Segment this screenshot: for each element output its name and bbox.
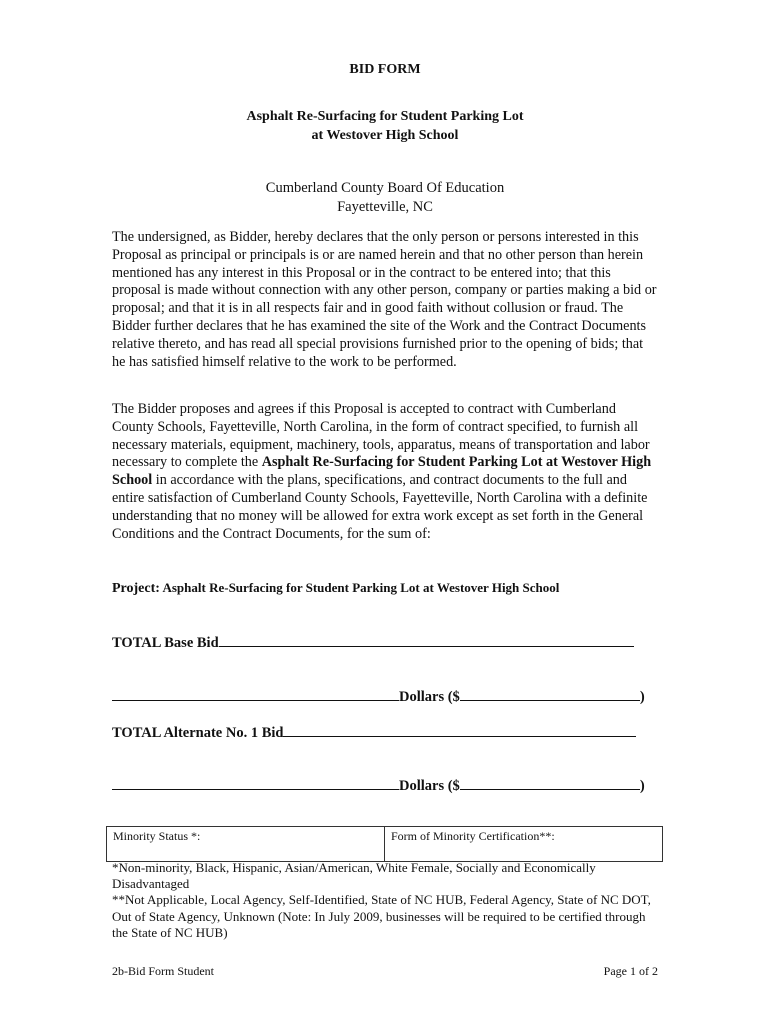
project-line xyxy=(112,580,559,597)
base-bid-dollars-label: Dollars ($ xyxy=(399,689,460,705)
proposal-paragraph xyxy=(112,401,660,543)
minority-status-cell[interactable] xyxy=(107,827,385,862)
total-base-bid-blank[interactable] xyxy=(219,632,634,647)
alternate-bid-dollars-label: Dollars ($ xyxy=(399,778,460,794)
base-bid-dollars-line xyxy=(112,686,645,706)
minority-status-footnote: *Non-minority, Black, Hispanic, Asian/American, White Female, Socially and Economically Disadvantaged xyxy=(112,860,596,892)
organization-location: Fayetteville, NC xyxy=(337,199,433,215)
alternate-bid-dollars-line xyxy=(112,775,645,795)
document-title: BID FORM xyxy=(349,62,421,77)
total-base-bid-line xyxy=(112,632,634,652)
project-title-line-2: at Westover High School xyxy=(311,128,459,143)
proposal-text-part-2: in accordance with the plans, specifications, and contract documents to the full and entire satisfaction of Cumberland County Schools, Fayetteville, North Carolina with a definite understanding that no money will be allowed for extra work except as set forth in the General Conditions and the Contract Documents, for the sum of: xyxy=(112,472,648,542)
certification-footnote: **Not Applicable, Local Agency, Self-Identified, State of NC HUB, Federal Agency, State of NC DOT, Out of State Agency, Unknown (Note: In July 2009, businesses will be required to be certified through the State of NC HUB) xyxy=(112,892,651,940)
base-bid-amount-blank[interactable] xyxy=(460,686,640,701)
alternate-bid-amount-blank[interactable] xyxy=(460,775,640,790)
total-alternate-bid-label: TOTAL Alternate No. 1 Bid xyxy=(112,725,284,741)
proposal-project-name: Asphalt Re-Surfacing for Student Parking Lot at Westover High School xyxy=(112,454,652,489)
total-alternate-bid-blank[interactable] xyxy=(283,722,636,737)
minority-status-label: Minority Status *: xyxy=(113,829,201,843)
footnotes xyxy=(112,860,660,941)
footer-page-number: Page 1 of 2 xyxy=(603,964,658,978)
minority-certification-label: Form of Minority Certification**: xyxy=(391,829,555,843)
project-title-line-1: Asphalt Re-Surfacing for Student Parking Lot xyxy=(246,109,524,124)
minority-status-table xyxy=(106,826,663,862)
alternate-bid-close-paren: ) xyxy=(639,778,645,794)
declaration-paragraph: The undersigned, as Bidder, hereby declares that the only person or persons interested in this Proposal as principal or principals is or are named herein and that no other person than herein mentioned has any interest in this Proposal or in the contract to be entered into; that this proposal is made without connection with any other person, company or parties making a bid or proposal; and that it is in all respects fair and in good faith without collusion or fraud. The Bidder further declares that he has examined the site of the Work and the Contract Documents relative thereto, and has read all special provisions furnished prior to the opening of bids; that he has satisfied himself relative to the work to be performed. xyxy=(112,229,657,370)
project-label: Project: xyxy=(112,581,160,596)
footer-document-name: 2b-Bid Form Student xyxy=(112,964,215,978)
base-bid-close-paren: ) xyxy=(639,689,645,705)
project-name: Asphalt Re-Surfacing for Student Parking Lot at Westover High School xyxy=(162,580,560,595)
base-bid-words-blank[interactable] xyxy=(112,686,399,701)
total-base-bid-label: TOTAL Base Bid xyxy=(112,635,219,651)
proposal-text-part-1: The Bidder proposes and agrees if this Proposal is accepted to contract with Cumberland County Schools, Fayetteville, North Carolina, in the form of contract specified, to furnish all necessary materials, equipment, machinery, tools, apparatus, means of transportation and labor necessary to complete the xyxy=(112,401,650,471)
organization-name: Cumberland County Board Of Education xyxy=(265,180,505,196)
total-alternate-bid-line xyxy=(112,722,636,742)
minority-certification-cell[interactable] xyxy=(385,827,663,862)
alternate-bid-words-blank[interactable] xyxy=(112,775,399,790)
